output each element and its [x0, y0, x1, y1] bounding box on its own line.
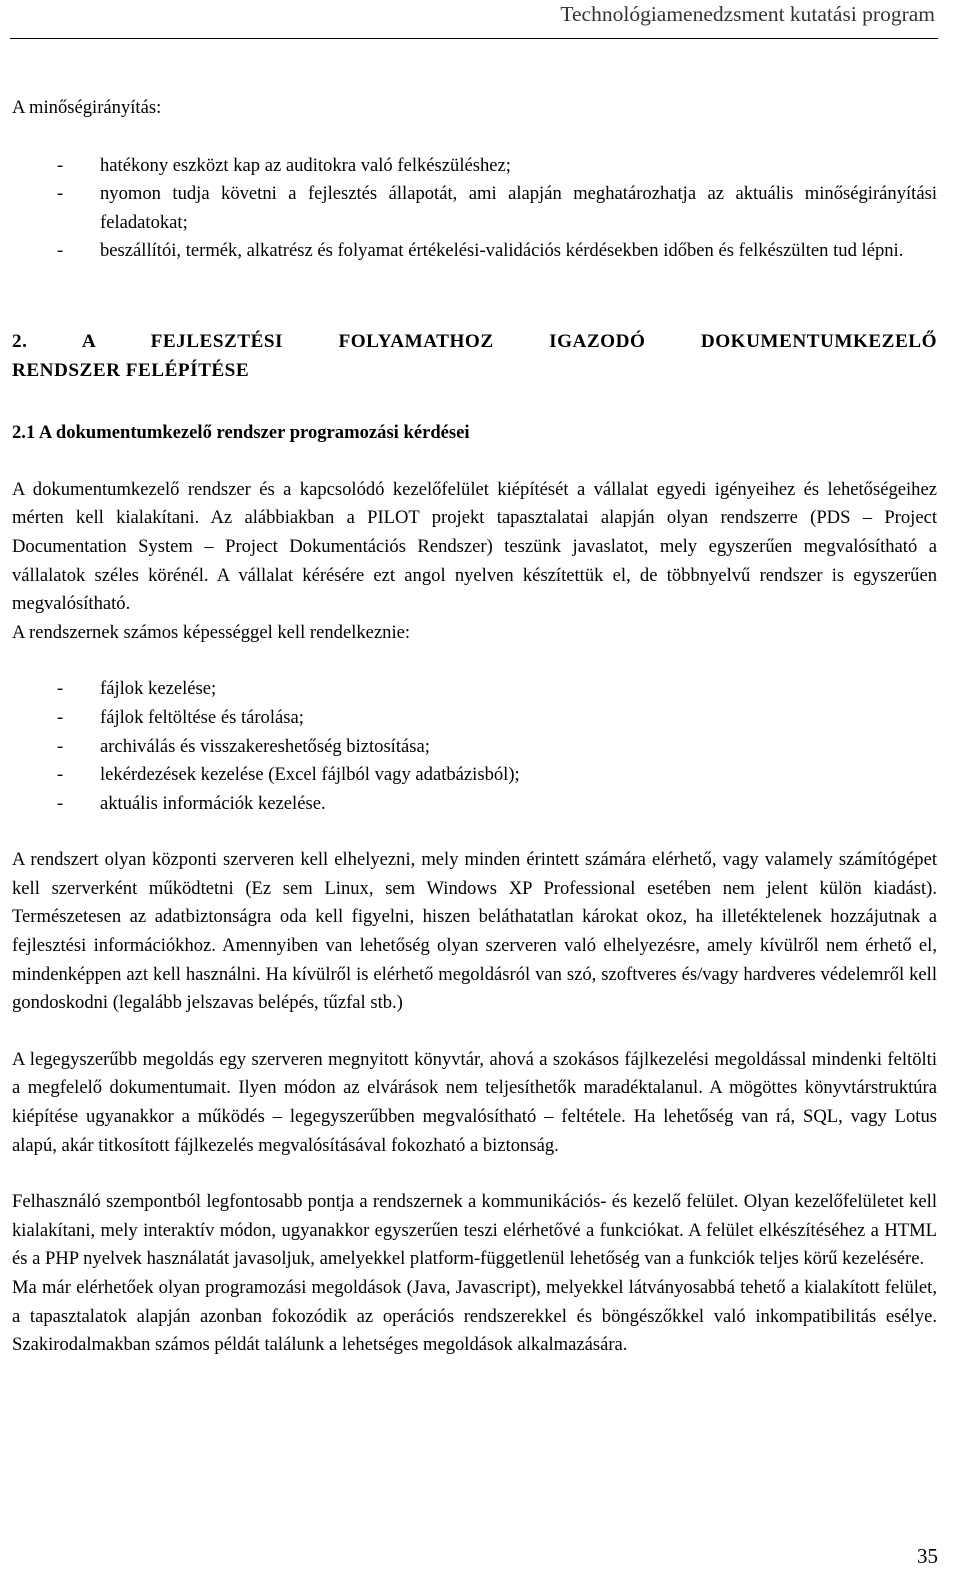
- page-number: 35: [917, 1544, 938, 1568]
- dash-marker: -: [57, 183, 64, 205]
- list-item: - fájlok kezelése;: [12, 675, 937, 704]
- paragraph: Felhasználó szempontból legfontosabb pontja a rendszernek a kommunikációs- és kezelő felület. Olyan kezelőfelületet kell kialakítani, mely interaktív módon, ugyanakkor egyszerűen teszi elérhetővé a funkciókat. A felület elkészítéséhez a HTML és a PHP nyelvek használatát javasoljuk, amelyekkel platform-függetlenül lehetőség van a funkciók teljes körű kezelésére.: [12, 1191, 937, 1270]
- quality-list: [12, 152, 937, 266]
- capabilities-intro: A rendszernek számos képességgel kell rendelkeznie:: [12, 621, 411, 643]
- running-header: Technológiamenedzsment kutatási program: [560, 2, 935, 26]
- dash-marker: -: [57, 792, 64, 814]
- section-heading-line1: 2. A FEJLESZTÉSI FOLYAMATHOZ IGAZODÓ DOKUMENTUMKEZELŐ: [12, 330, 937, 352]
- dash-marker: -: [57, 240, 64, 262]
- page-body: [12, 94, 937, 1360]
- list-item: - aktuális információk kezelése.: [12, 790, 937, 819]
- list-item: - lekérdezések kezelése (Excel fájlból vagy adatbázisból);: [12, 761, 937, 790]
- paragraph: A legegyszerűbb megoldás egy szerveren megnyitott könyvtár, ahová a szokásos fájlkezelési megoldással mindenki feltölti a megfelelő dokumentumait. Ilyen módon az elvárások nem teljesíthetők maradéktalanul. A mögöttes könyvtárstruktúra kiépítése ugyanakkor a működés – legegyszerűbben megvalósítható – feltétele. Ha lehetőség van rá, SQL, vagy Lotus alapú, akár titkosított fájlkezelés megvalósításával fokozható a biztonság.: [12, 1048, 937, 1156]
- list-item: - fájlok feltöltése és tárolása;: [12, 704, 937, 733]
- dash-marker: -: [57, 678, 64, 700]
- dash-marker: -: [57, 735, 64, 757]
- dash-marker: -: [57, 154, 64, 176]
- list-item: - beszállítói, termék, alkatrész és folyamat értékelési-validációs kérdésekben időben és felkészülten tud lépni.: [12, 237, 937, 266]
- dash-marker: -: [57, 706, 64, 728]
- paragraph: A rendszert olyan központi szerveren kell elhelyezni, mely minden érintett számára elérhető, vagy valamely számítógépet kell szerverként működtetni (Ez sem Linux, sem Windows XP Professional esetében nem jelent külön kiadást). Természetesen az adatbiztonságra oda kell figyelni, hiszen beláthatatlan károkat okoz, ha illetéktelenek hozzájutnak a fejlesztési információkhoz. Amennyiben van lehetőség olyan szerveren való elhelyezésre, amely kívülről nem érhető el, mindenképpen azt kell használni. Ha kívülről is elérhető megoldásról van szó, szoftveres és/vagy hardveres védelemről kell gondoskodni (legalább jelszavas belépés, tűzfal stb.): [12, 849, 937, 1014]
- capabilities-list: [12, 675, 937, 818]
- list-item: - hatékony eszközt kap az auditokra való felkészüléshez;: [12, 152, 937, 181]
- paragraph: Ma már elérhetőek olyan programozási megoldások (Java, Javascript), melyekkel látványosabbá tehető a kialakított felület, a tapasztalatok alapján azonban fokozódik az operációs rendszerekkel és böngészőkkel való inkompatibilitás esélye. Szakirodalmakban számos példát találunk a lehetséges megoldások alkalmazására.: [12, 1277, 937, 1356]
- section-heading: [12, 328, 937, 385]
- list-item: - archiválás és visszakereshetőség biztosítása;: [12, 733, 937, 762]
- dash-marker: -: [57, 764, 64, 786]
- quality-intro: A minőségirányítás:: [12, 97, 162, 118]
- section-heading-line2: RENDSZER FELÉPÍTÉSE: [12, 359, 250, 381]
- subsection-heading: 2.1 A dokumentumkezelő rendszer programozási kérdései: [12, 422, 470, 444]
- list-item: - nyomon tudja követni a fejlesztés állapotát, ami alapján meghatározhatja az aktuális minőségirányítási feladatokat;: [12, 180, 937, 237]
- header-rule: [10, 38, 938, 39]
- paragraph: A dokumentumkezelő rendszer és a kapcsolódó kezelőfelület kiépítését a vállalat egyedi igényeihez és lehetőségeihez mérten kell kialakítani. Az alábbiakban a PILOT projekt tapasztalatai alapján olyan rendszerre (PDS – Project Documentation System – Project Dokumentációs Rendszer) teszünk javaslatot, mely egyszerűen megvalósítható a vállalatok széles körénél. A vállalat kérésére ezt angol nyelven készítettük el, de többnyelvű rendszer is egyszerűen megvalósítható.: [12, 478, 937, 615]
